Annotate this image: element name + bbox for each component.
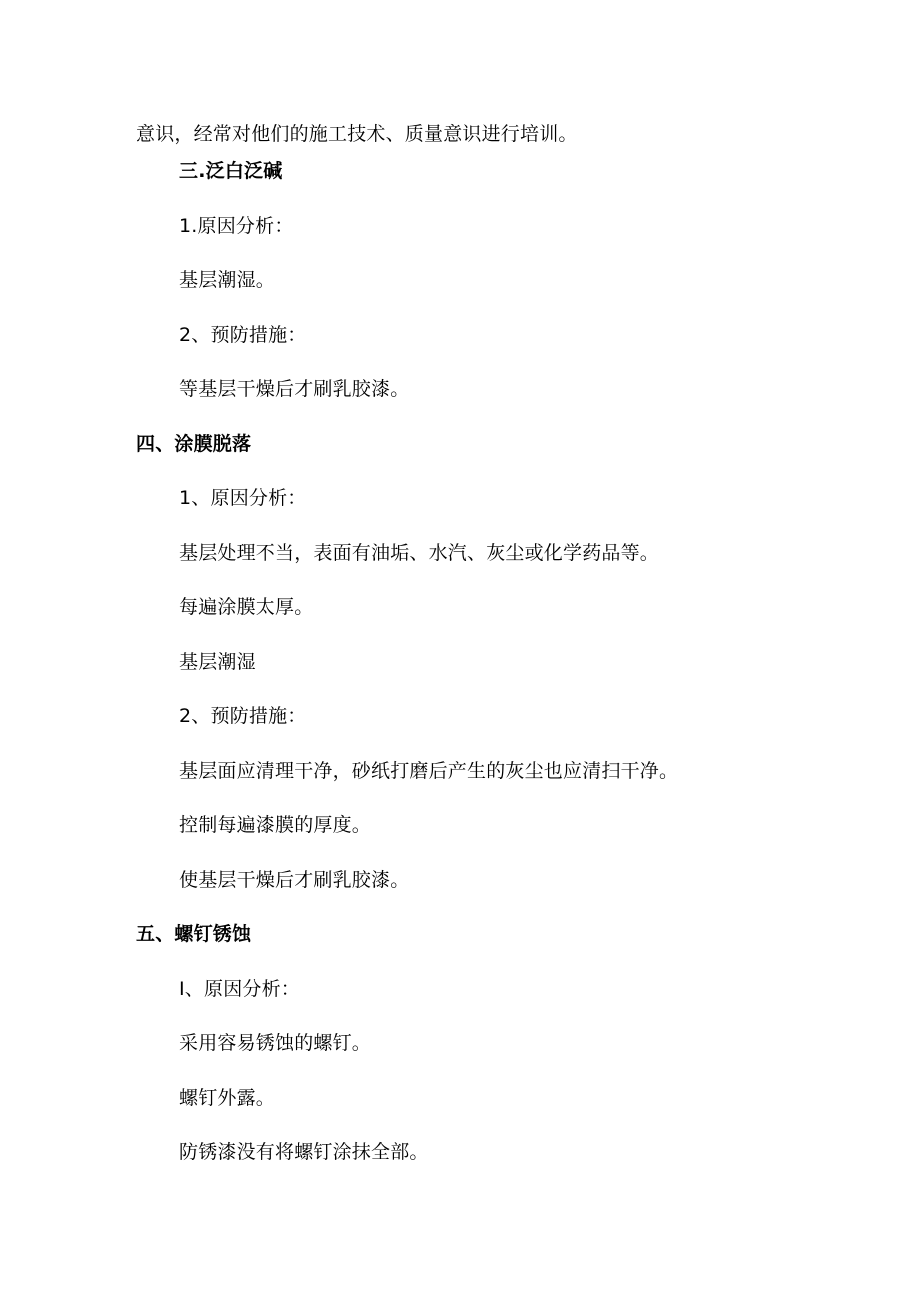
list-item: 采用容易锈蚀的螺钉。 (179, 1032, 372, 1054)
paragraph-continuation: 意识，经常对他们的施工技术、质量意识进行培训。 (136, 123, 578, 145)
list-item: 基层潮湿 (179, 651, 256, 673)
section-heading-5: 五、螺钉锈蚀 (136, 923, 252, 945)
list-item: 基层面应清理干净，砂纸打磨后产生的灰尘也应清扫干净。 (179, 760, 679, 782)
subheading-cause: 1、原因分析： (179, 487, 307, 509)
list-item: 防锈漆没有将螺钉涂抹全部。 (179, 1141, 429, 1163)
list-item: 等基层干燥后才刷乳胶漆。 (179, 378, 410, 400)
list-item: 控制每遍漆膜的厚度。 (179, 814, 372, 836)
list-item: 基层潮湿。 (179, 269, 276, 291)
list-item: 每遍涂膜太厚。 (179, 596, 314, 618)
subheading-prevention: 2、预防措施： (179, 705, 307, 727)
list-item: 螺钉外露。 (179, 1087, 276, 1109)
subheading-cause: I、原因分析： (179, 978, 301, 1000)
list-item: 使基层干燥后才刷乳胶漆。 (179, 869, 410, 891)
section-heading-4: 四、涂膜脱落 (136, 433, 252, 455)
subheading-cause: 1.原因分析： (179, 215, 294, 237)
subheading-prevention: 2、预防措施： (179, 324, 307, 346)
list-item: 基层处理不当，表面有油垢、水汽、灰尘或化学药品等。 (179, 542, 660, 564)
section-heading-3: 三.泛白泛碱 (179, 160, 283, 182)
